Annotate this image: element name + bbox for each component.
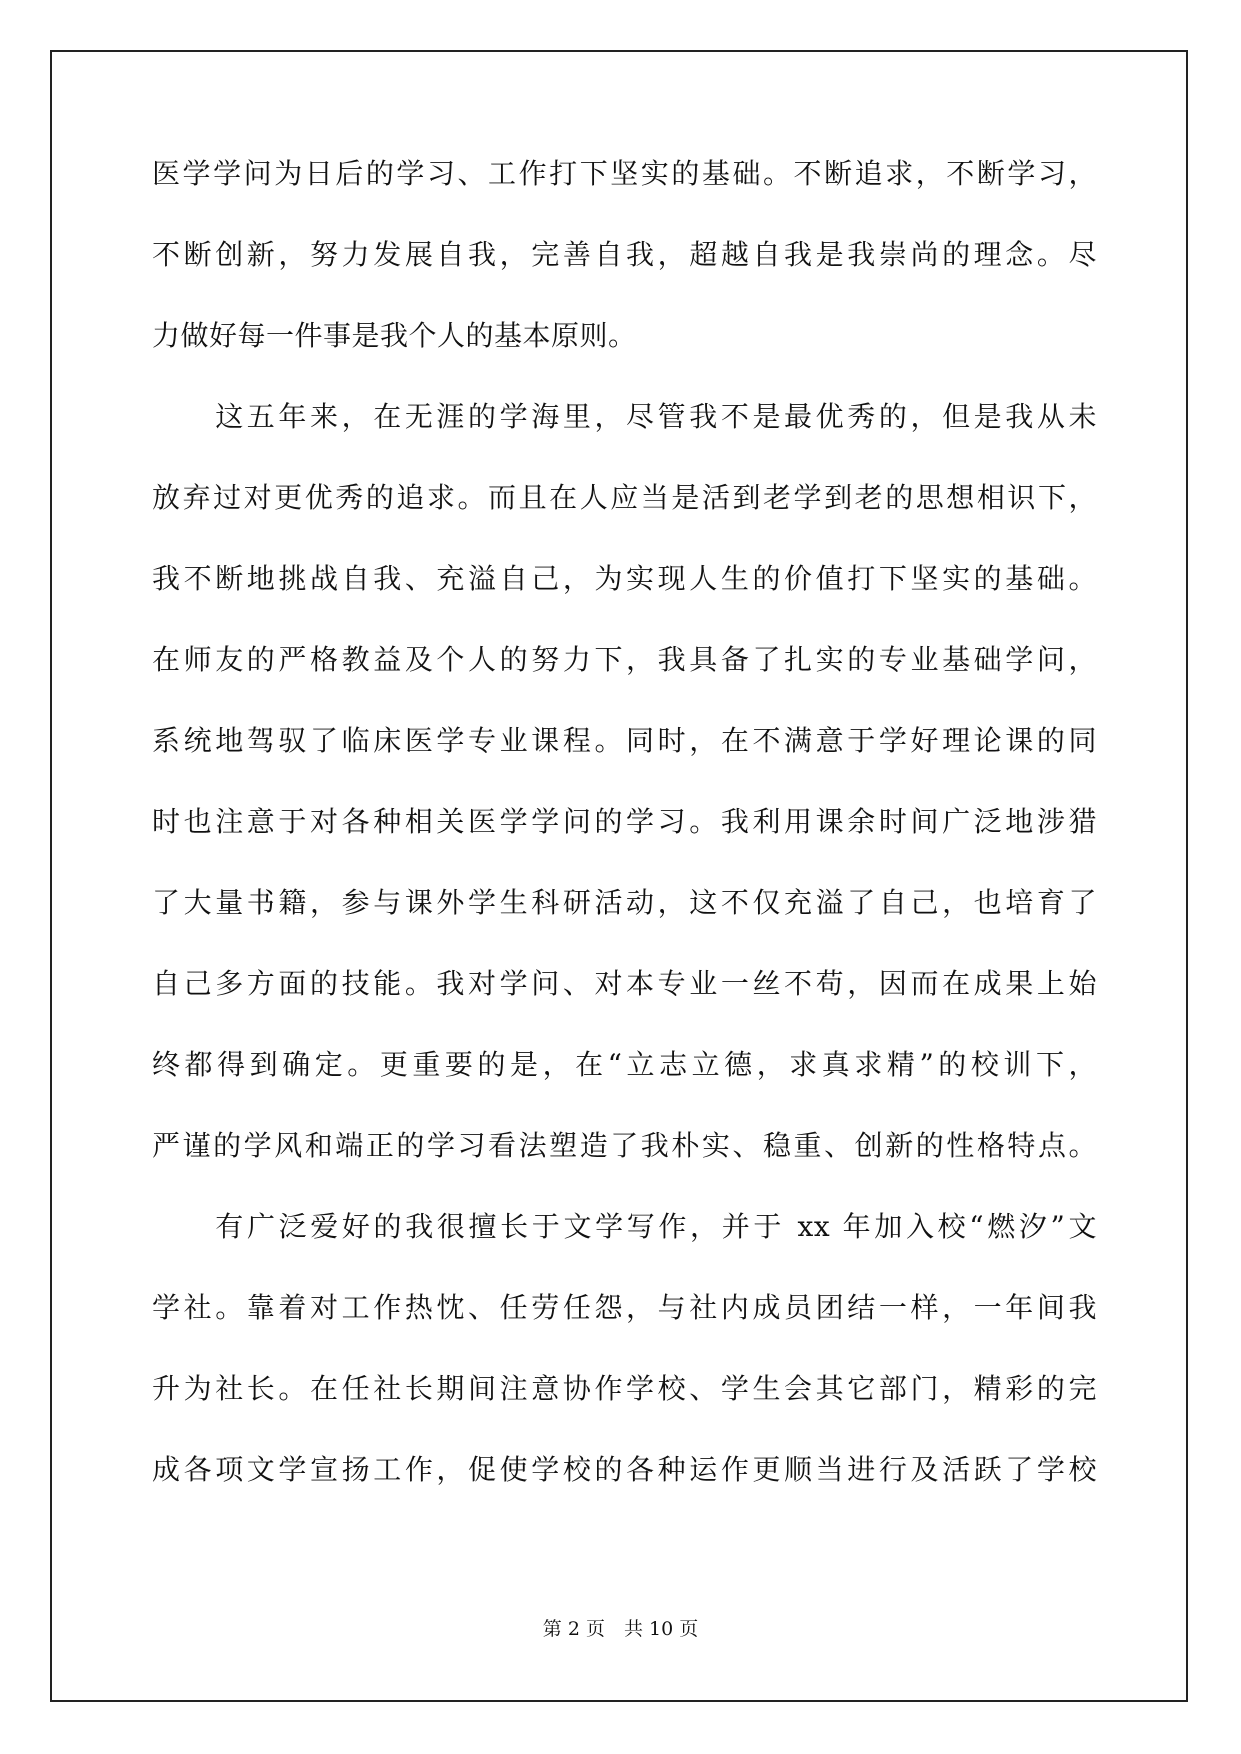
text-line: 时也注意于对各种相关医学学问的学习。我利用课余时间广泛地涉猎 <box>152 805 1097 838</box>
text-line: 有广泛爱好的我很擅长于文学写作，并于 xx 年加入校“燃汐”文 <box>152 1210 1097 1243</box>
text-line: 力做好每一件事是我个人的基本原则。 <box>152 319 637 352</box>
text-line: 了大量书籍，参与课外学生科研活动，这不仅充溢了自己，也培育了 <box>152 886 1097 919</box>
text-line: 升为社长。在任社长期间注意协作学校、学生会其它部门，精彩的完 <box>152 1372 1097 1405</box>
text-line: 终都得到确定。更重要的是，在“立志立德，求真求精”的校训下， <box>152 1048 1097 1081</box>
text-line: 严谨的学风和端正的学习看法塑造了我朴实、稳重、创新的性格特点。 <box>152 1129 1097 1162</box>
text-line: 成各项文学宣扬工作，促使学校的各种运作更顺当进行及活跃了学校 <box>152 1453 1097 1486</box>
text-line: 在师友的严格教益及个人的努力下，我具备了扎实的专业基础学问， <box>152 643 1097 676</box>
text-line: 我不断地挑战自我、充溢自己，为实现人生的价值打下坚实的基础。 <box>152 562 1097 595</box>
text-line: 医学学问为日后的学习、工作打下坚实的基础。不断追求，不断学习， <box>152 157 1097 190</box>
page-number-footer: 第 2 页 共 10 页 <box>542 1618 699 1640</box>
document-body <box>152 156 1097 1533</box>
text-line: 这五年来，在无涯的学海里，尽管我不是最优秀的，但是我从未 <box>152 400 1097 433</box>
text-line: 自己多方面的技能。我对学问、对本专业一丝不苟，因而在成果上始 <box>152 967 1097 1000</box>
text-line: 放弃过对更优秀的追求。而且在人应当是活到老学到老的思想相识下， <box>152 481 1097 514</box>
text-line: 不断创新，努力发展自我，完善自我，超越自我是我崇尚的理念。尽 <box>152 238 1097 271</box>
text-line: 学社。靠着对工作热忱、任劳任怨，与社内成员团结一样，一年间我 <box>152 1291 1097 1324</box>
text-line: 系统地驾驭了临床医学专业课程。同时，在不满意于学好理论课的同 <box>152 724 1097 757</box>
